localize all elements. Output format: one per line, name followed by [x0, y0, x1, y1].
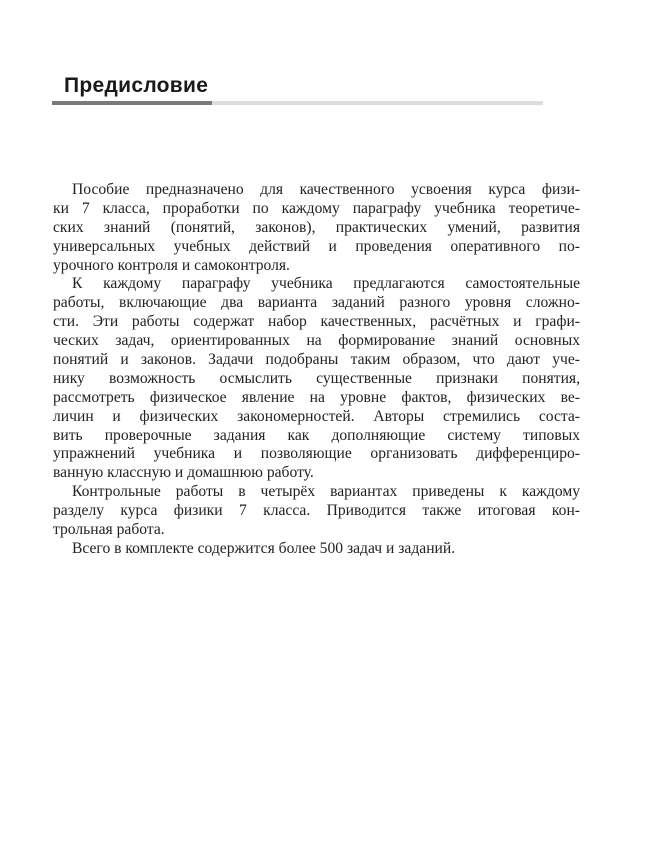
text-line: сти. Эти работы содержат набор качественных, расчётных и графи-	[53, 313, 580, 331]
text-line: нику возможность осмыслить существенные признаки понятия,	[53, 369, 580, 387]
text-line: универсальных учебных действий и проведения оперативного по-	[53, 237, 580, 255]
text-line: личин и физических закономерностей. Авторы стремились соста-	[53, 407, 580, 425]
paragraph	[53, 483, 580, 540]
text-line: Пособие предназначено для качественного усвоения курса физи-	[72, 181, 580, 198]
paragraph	[53, 275, 580, 483]
text-line: рассмотреть физическое явление на уровне фактов, физических ве-	[53, 388, 580, 406]
text-line: К каждому параграфу учебника предлагаются самостоятельные	[72, 275, 580, 293]
text-line: ческих задач, ориентированных на формирование знаний основных	[53, 332, 580, 350]
text-line: Контрольные работы в четырёх вариантах приведены к каждому	[72, 483, 580, 501]
text-line: понятий и законов. Задачи подобраны таким образом, что дают уче-	[53, 351, 580, 369]
text-line: ванную классную и домашнюю работу.	[53, 464, 314, 482]
text-line: вить проверочные задания как дополняющие систему типовых	[53, 426, 580, 444]
text-line: трольная работа.	[53, 521, 165, 539]
text-line: ских знаний (понятий, законов), практических умений, развития	[53, 218, 580, 236]
title-underline-accent	[52, 101, 212, 105]
text-line: Всего в комплекте содержится более 500 задач и заданий.	[72, 539, 456, 557]
title-underline	[52, 101, 543, 105]
page-title: Предисловие	[64, 74, 209, 97]
preface-body	[53, 181, 580, 559]
text-line: разделу курса физики 7 класса. Приводится также итоговая кон-	[53, 502, 580, 520]
text-line: работы, включающие два варианта заданий разного уровня сложно-	[53, 294, 580, 312]
paragraph	[53, 540, 580, 559]
text-line: ки 7 класса, проработки по каждому параграфу учебника теоретиче-	[53, 199, 580, 217]
text-line: упражнений учебника и позволяющие организовать дифференциро-	[53, 445, 580, 463]
paragraph	[53, 181, 580, 275]
text-line: урочного контроля и самоконтроля.	[53, 256, 290, 274]
